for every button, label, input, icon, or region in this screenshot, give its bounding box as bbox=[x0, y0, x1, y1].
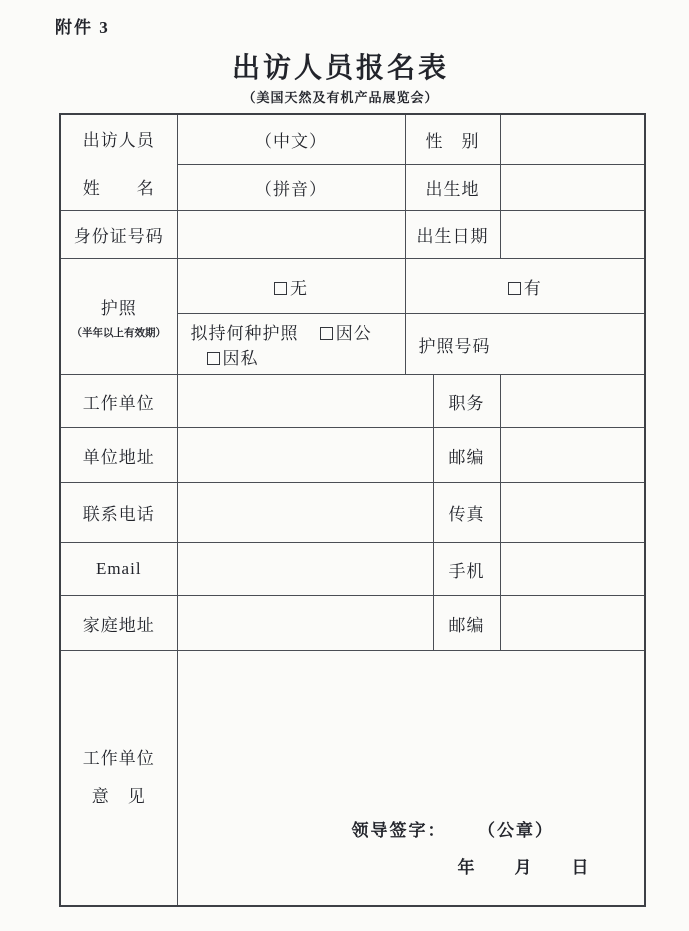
work-address-value-cell bbox=[177, 428, 433, 483]
mobile-label-cell: 手机 bbox=[433, 543, 500, 596]
passport-have-label: 有 bbox=[523, 278, 542, 298]
form-subtitle: （美国天然及有机产品展览会） bbox=[242, 90, 439, 105]
home-zip-label-cell: 邮编 bbox=[433, 596, 500, 651]
passport-number-cell bbox=[405, 314, 645, 375]
checkbox-icon bbox=[320, 327, 333, 340]
gender-value-cell bbox=[500, 114, 645, 165]
opinion-content-cell bbox=[177, 651, 645, 906]
birthplace-label-cell: 出生地 bbox=[405, 165, 500, 211]
gender-label-cell: 性 别 bbox=[405, 114, 500, 165]
work-unit-value-cell bbox=[177, 375, 433, 428]
position-label-cell: 职务 bbox=[433, 375, 500, 428]
fax-label-cell: 传真 bbox=[433, 483, 500, 543]
work-zip-label-cell: 邮编 bbox=[433, 428, 500, 483]
passport-none-label: 无 bbox=[290, 278, 308, 298]
name-pinyin-label-cell: （拼音） bbox=[177, 165, 405, 211]
checkbox-icon bbox=[508, 282, 521, 295]
work-zip-value-cell bbox=[500, 428, 645, 483]
phone-label-cell: 联系电话 bbox=[60, 483, 177, 543]
home-address-value-cell bbox=[177, 596, 433, 651]
passport-none-option-cell bbox=[177, 259, 405, 314]
birthplace-value-cell bbox=[500, 165, 645, 211]
opinion-label-cell bbox=[60, 651, 177, 906]
name-label-line1: 出访人员 bbox=[82, 131, 155, 151]
id-number-value-cell bbox=[177, 211, 405, 259]
passport-type-question: 拟持何种护照 bbox=[190, 324, 299, 343]
opinion-label-line2: 意 见 bbox=[91, 786, 146, 806]
passport-have-option-cell bbox=[405, 259, 645, 314]
leader-signature-label: 领导签字： bbox=[351, 820, 447, 840]
home-zip-value-cell bbox=[500, 596, 645, 651]
work-address-label-cell: 单位地址 bbox=[60, 428, 177, 483]
form-title: 出访人员报名表 bbox=[231, 53, 449, 84]
fax-value-cell bbox=[500, 483, 645, 543]
name-chinese-label-cell: （中文） bbox=[177, 114, 405, 165]
date-fill-line: 年 月 日 bbox=[457, 857, 591, 877]
name-label-cell bbox=[60, 114, 177, 211]
phone-value-cell bbox=[177, 483, 433, 543]
name-label-line2: 姓 名 bbox=[82, 178, 155, 198]
passport-validity-note: （半年以上有效期） bbox=[71, 327, 166, 339]
passport-private-label: 因私 bbox=[222, 349, 259, 368]
home-address-label-cell: 家庭地址 bbox=[60, 596, 177, 651]
id-number-label-cell: 身份证号码 bbox=[60, 211, 177, 259]
passport-label-cell bbox=[60, 259, 177, 375]
opinion-label-line1: 工作单位 bbox=[82, 748, 155, 768]
checkbox-icon bbox=[274, 282, 287, 295]
position-value-cell bbox=[500, 375, 645, 428]
email-label-cell: Email bbox=[60, 543, 177, 596]
attachment-number: 附件 3 bbox=[55, 18, 110, 37]
passport-number-label: 护照号码 bbox=[418, 336, 491, 356]
birthdate-value-cell bbox=[500, 211, 645, 259]
email-value-cell bbox=[177, 543, 433, 596]
work-unit-label-cell: 工作单位 bbox=[60, 375, 177, 428]
official-seal-label: （公章） bbox=[486, 820, 554, 840]
registration-form-table bbox=[59, 113, 646, 907]
mobile-value-cell bbox=[500, 543, 645, 596]
passport-official-label: 因公 bbox=[335, 324, 372, 343]
passport-type-cell bbox=[177, 314, 405, 375]
checkbox-icon bbox=[207, 352, 220, 365]
birthdate-label-cell: 出生日期 bbox=[405, 211, 500, 259]
passport-label: 护照 bbox=[100, 298, 137, 318]
